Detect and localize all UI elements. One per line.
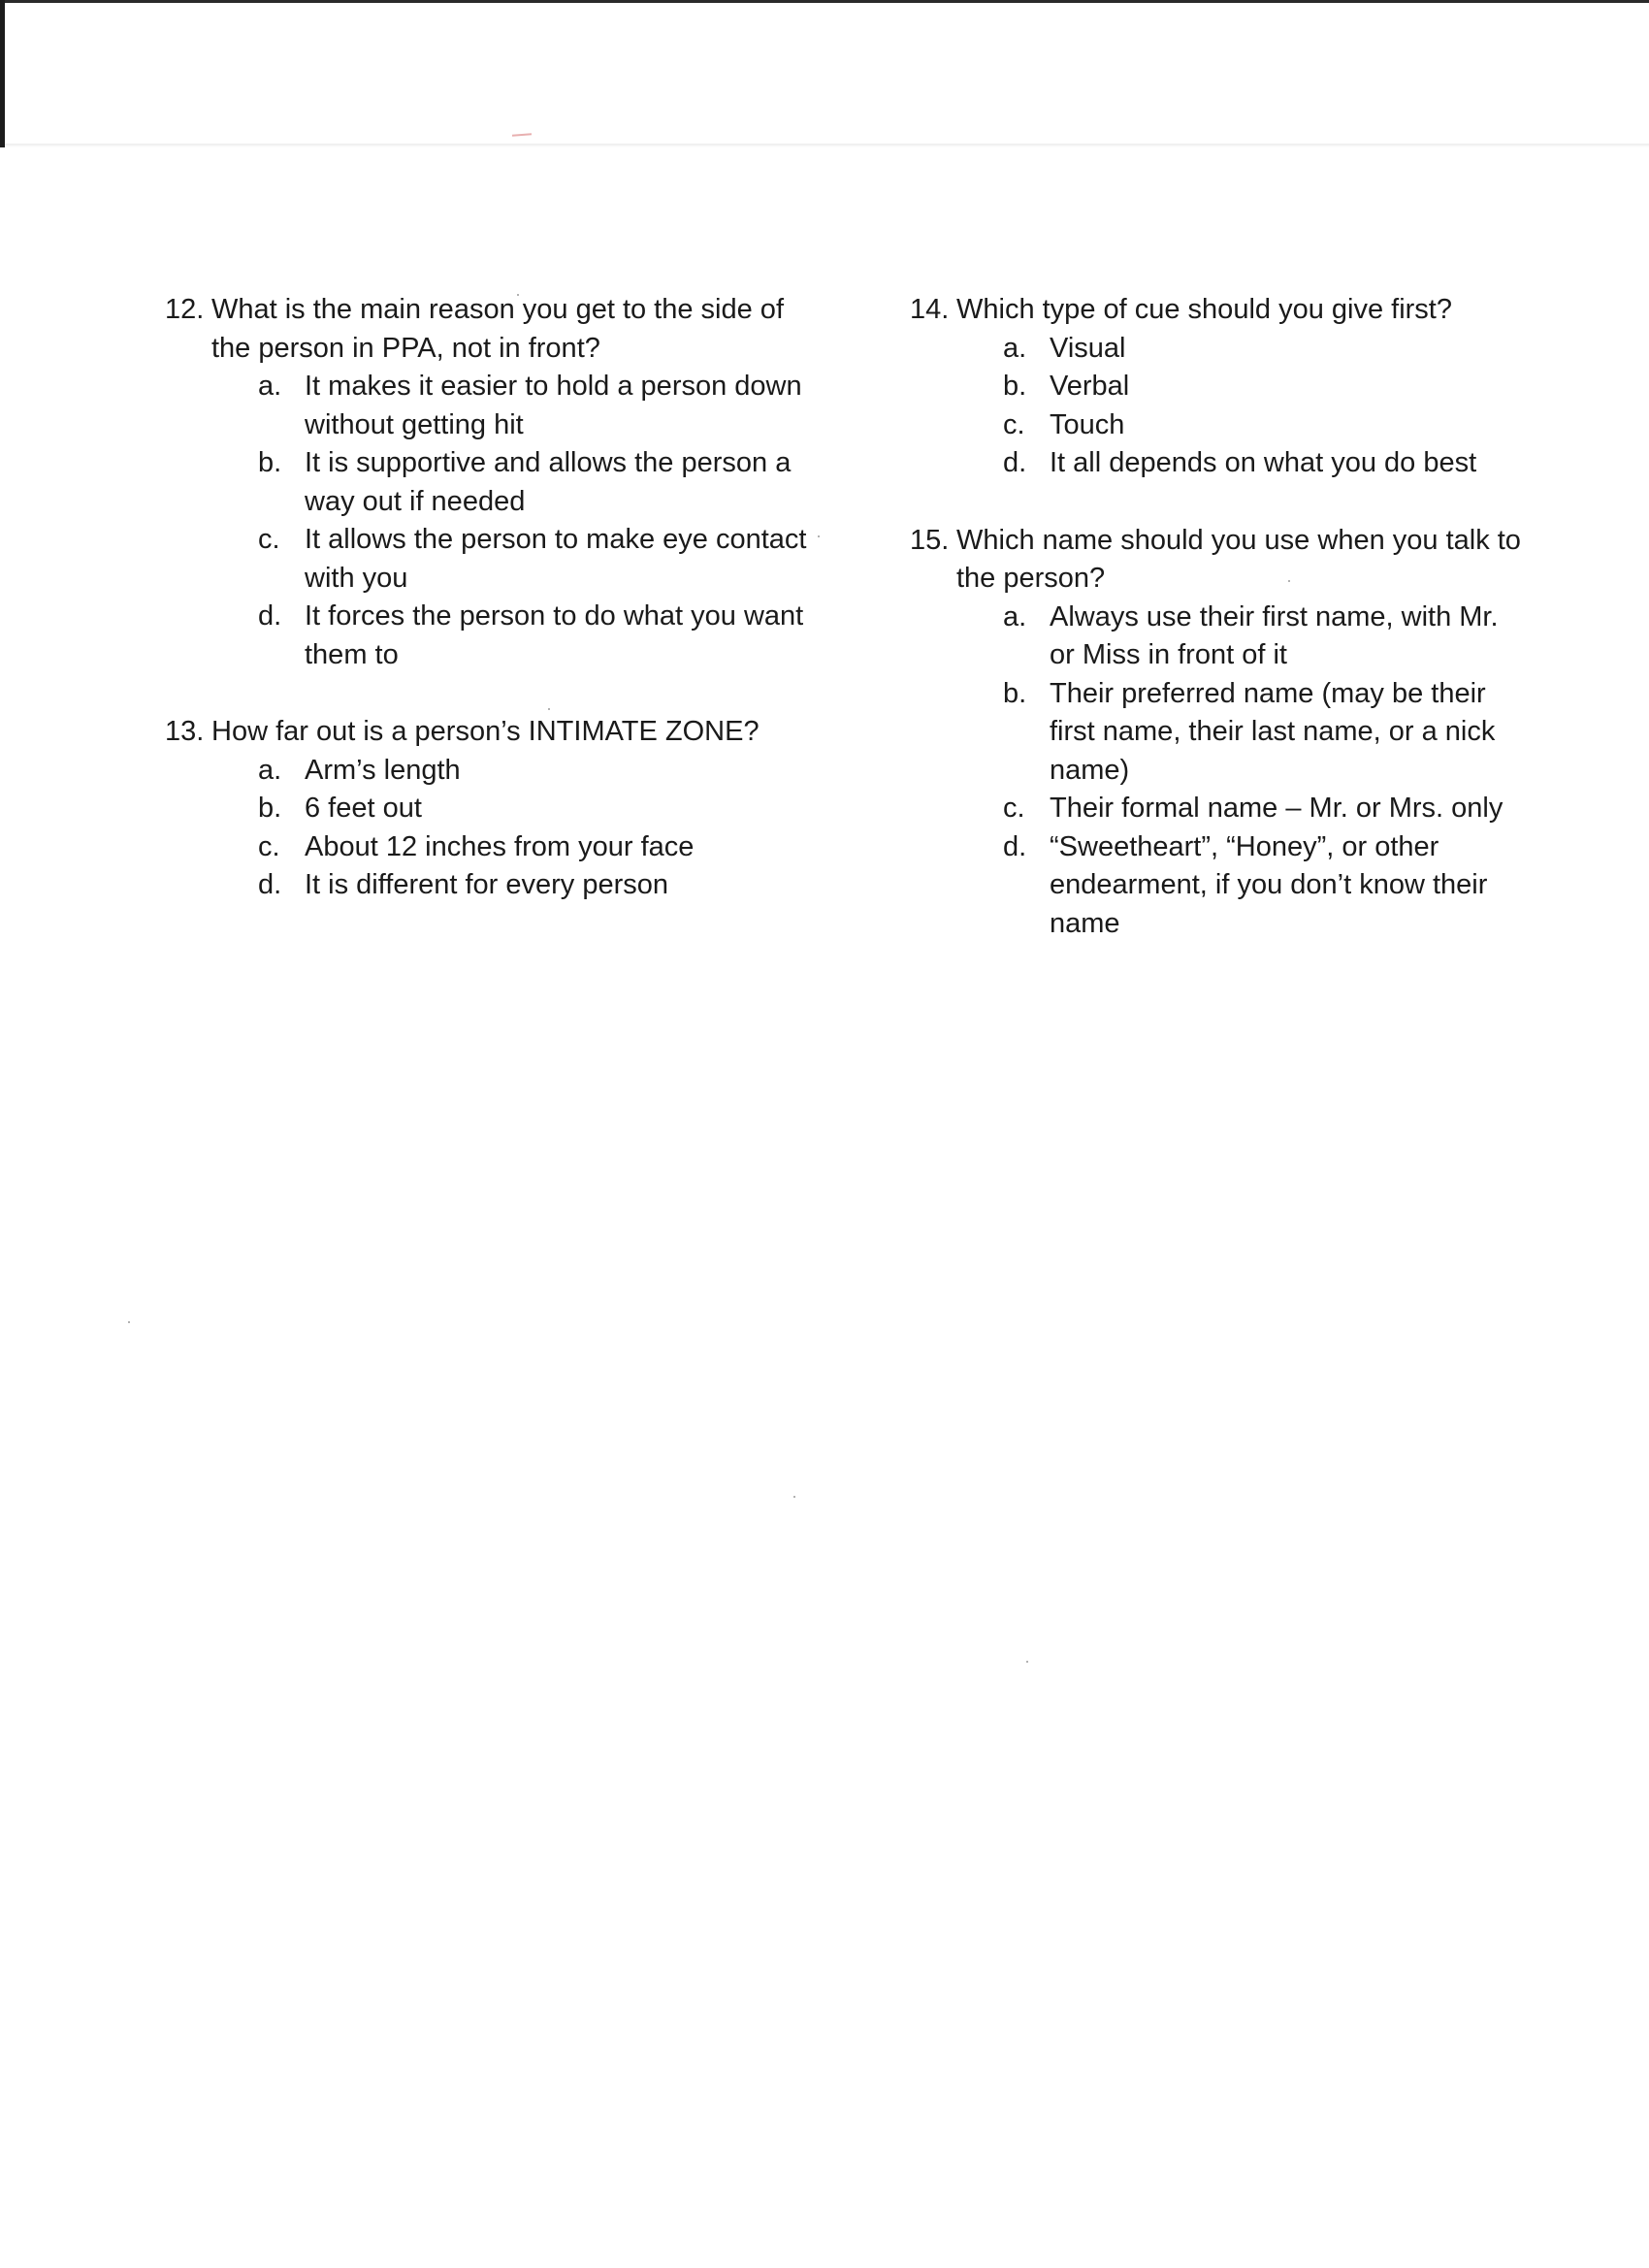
question-stem: [165, 291, 824, 368]
answer-option-c: [1003, 406, 1531, 445]
option-text: It is supportive and allows the person a way out if needed: [305, 447, 792, 517]
option-text: 6 feet out: [305, 793, 422, 824]
scan-paper-step: [5, 144, 1649, 147]
question-12: [165, 291, 824, 674]
answer-option-a: [258, 368, 824, 444]
question-number: 12.: [165, 294, 205, 325]
question-stem: [165, 713, 824, 752]
answer-option-d: [258, 598, 824, 674]
option-letter: b.: [1003, 371, 1027, 402]
right-column: [910, 291, 1531, 982]
answer-option-a: [1003, 330, 1531, 369]
option-text: Visual: [1050, 332, 1126, 364]
scan-top-edge: [0, 0, 1649, 3]
answer-options: [165, 752, 824, 905]
option-letter: d.: [1003, 830, 1027, 862]
question-text: How far out is a person’s INTIMATE ZONE?: [211, 716, 760, 747]
answer-option-c: [258, 521, 824, 598]
option-text: It allows the person to make eye contact with you: [305, 524, 807, 594]
answer-option-d: [1003, 828, 1531, 944]
option-letter: d.: [258, 869, 282, 900]
option-letter: d.: [258, 600, 282, 632]
left-column: [165, 291, 824, 944]
option-letter: a.: [258, 754, 282, 786]
option-text: Their preferred name (may be their first name, their last name, or a nick name): [1050, 677, 1496, 786]
question-text: Which type of cue should you give first?: [956, 294, 1452, 325]
option-letter: d.: [1003, 447, 1027, 478]
answer-option-d: [258, 866, 824, 905]
answer-options: [165, 368, 824, 674]
option-letter: c.: [1003, 408, 1025, 440]
option-letter: a.: [1003, 600, 1027, 632]
option-text: It forces the person to do what you want them to: [305, 600, 804, 670]
option-letter: c.: [258, 524, 280, 555]
scan-left-edge: [0, 0, 5, 147]
option-text: Verbal: [1050, 371, 1130, 402]
question-number: 13.: [165, 716, 205, 747]
option-text: Touch: [1050, 408, 1125, 440]
question-13: [165, 713, 824, 905]
option-text: It is different for every person: [305, 869, 669, 900]
question-14: [910, 291, 1531, 483]
answer-options: [910, 599, 1531, 944]
question-text: Which name should you use when you talk to the person?: [956, 524, 1521, 594]
option-text: Always use their first name, with Mr. or Miss in front of it: [1050, 600, 1499, 670]
question-number: 15.: [910, 524, 950, 556]
option-letter: a.: [1003, 332, 1027, 364]
option-text: About 12 inches from your face: [305, 830, 695, 862]
question-text: What is the main reason you get to the side of the person in PPA, not in front?: [211, 294, 784, 364]
option-letter: b.: [1003, 677, 1027, 709]
scan-speck: [793, 1496, 795, 1498]
answer-option-d: [1003, 444, 1531, 483]
option-letter: a.: [258, 371, 282, 402]
option-text: It all depends on what you do best: [1050, 447, 1477, 478]
answer-option-b: [1003, 675, 1531, 791]
option-text: “Sweetheart”, “Honey”, or other endearment, if you don’t know their name: [1050, 830, 1488, 939]
answer-option-b: [258, 444, 824, 521]
answer-option-c: [258, 828, 824, 867]
answer-options: [910, 330, 1531, 483]
option-letter: c.: [258, 830, 280, 862]
question-stem: [910, 291, 1531, 330]
option-letter: b.: [258, 447, 282, 478]
answer-option-b: [1003, 368, 1531, 406]
option-letter: b.: [258, 793, 282, 824]
answer-option-c: [1003, 790, 1531, 828]
answer-option-b: [258, 790, 824, 828]
option-text: Their formal name – Mr. or Mrs. only: [1050, 793, 1504, 824]
question-stem: [910, 522, 1531, 599]
question-number: 14.: [910, 294, 950, 325]
answer-option-a: [1003, 599, 1531, 675]
option-text: Arm’s length: [305, 754, 461, 786]
scan-speck: [1026, 1661, 1028, 1663]
option-letter: c.: [1003, 793, 1025, 824]
scan-mark: [512, 133, 532, 136]
scan-speck: [128, 1321, 130, 1323]
question-15: [910, 522, 1531, 944]
answer-option-a: [258, 752, 824, 791]
option-text: It makes it easier to hold a person down without getting hit: [305, 371, 802, 440]
